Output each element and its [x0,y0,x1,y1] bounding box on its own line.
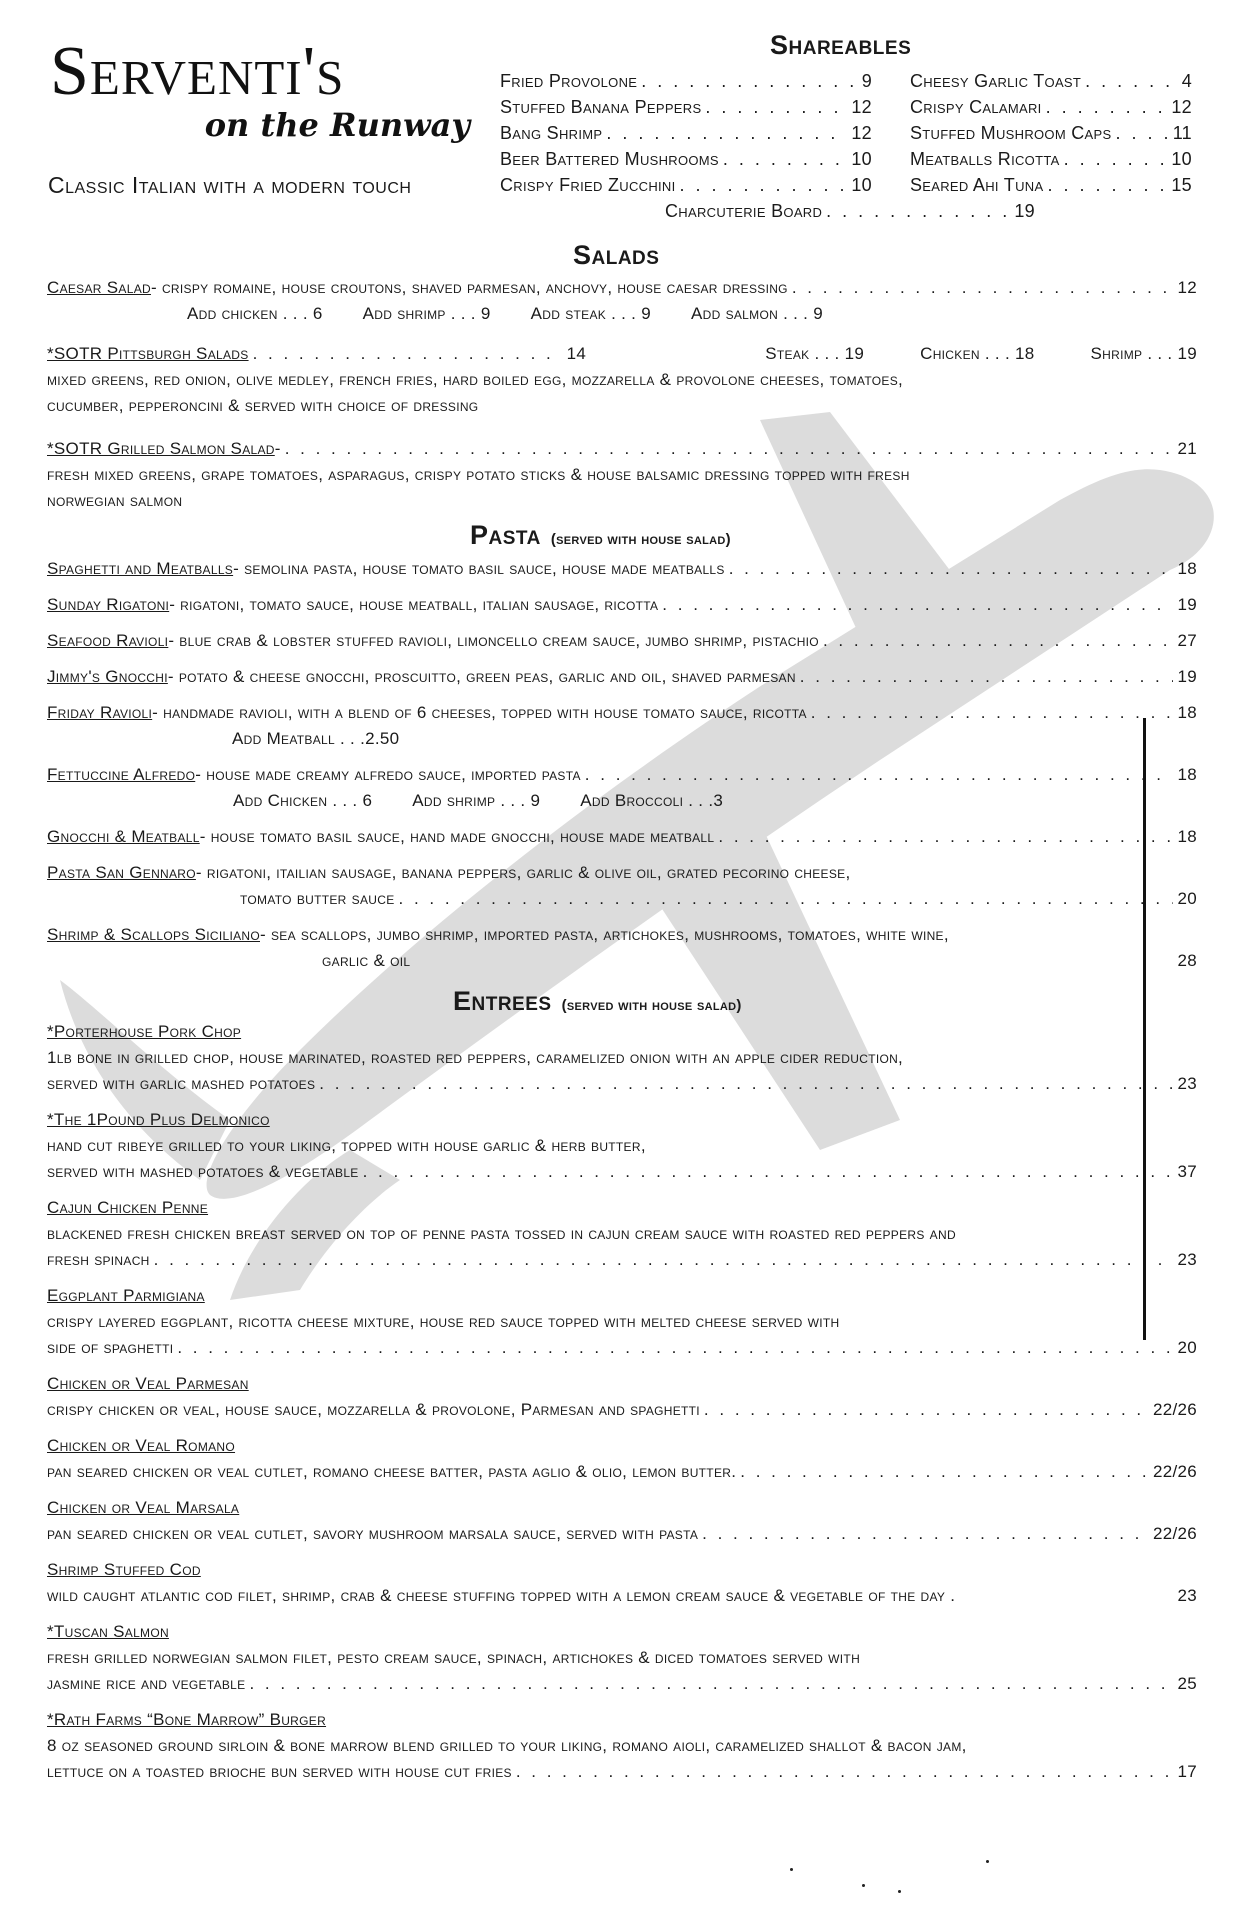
menu-item-pittsburgh-salad [47,341,1197,419]
shareables-center [665,198,1035,224]
shareable-item: Meatballs Ricotta . . . 10 [910,146,1192,172]
logo [50,33,480,144]
item-option: Shrimp . . . 19 [1090,344,1197,363]
shareables-right-column [910,68,1192,198]
item-price: 12 [1177,278,1197,297]
menu-item-entree: Chicken or Veal Marsala pan seared chicken or veal cutlet, savory mushroom marsala sauce, served with pasta . . . 22/26 [47,1495,1197,1547]
menu-item-pasta: Friday Ravioli - handmade ravioli, with a blend of 6 cheeses, topped with house tomato sauce, ricotta . . . 18 Add Meatball . . .2.50 [47,700,1197,752]
shareable-item: Bang Shrimp . . . 12 [500,120,872,146]
item-name: *SOTR Grilled Salmon Salad [47,439,275,458]
menu-item-salmon-salad: *SOTR Grilled Salmon Salad - . . . 21 fresh mixed greens, grape tomatoes, asparagus, crispy potato sticks & house balsamic dressing topped with fresh norwegian salmon [47,436,1197,514]
menu-item-fettuccine-alfredo: Fettuccine Alfredo - house made creamy alfredo sauce, imported pasta . . . 18 Add Chicken . . . 6 Add shrimp . . . 9 Add Broccoli . . .3 [47,762,1197,814]
item-desc: mixed greens, red onion, olive medley, french fries, hard boiled egg, mozzarella & provolone cheeses, tomatoes, [47,370,904,389]
item-desc: norwegian salmon [47,491,183,510]
menu-item-pasta: Jimmy's Gnocchi - potato & cheese gnocchi, proscuitto, green peas, garlic and oil, shaved parmesan . . . 19 [47,664,1197,690]
shareable-item: Stuffed Banana Peppers . . . 12 [500,94,872,120]
salads-title: Salads [573,240,660,270]
vertical-rule [1143,718,1146,1340]
item-option: Steak . . . 19 [765,344,865,363]
item-price: 14 [566,344,587,363]
shareable-item: Stuffed Mushroom Caps . . . 11 [910,120,1192,146]
pasta-title: Pasta (served with house salad) [470,520,731,550]
menu-item-entree: *Porterhouse Pork Chop 1lb bone in grilled chop, house marinated, roasted red peppers, caramelized onion with an apple cider reduction, served with garlic mashed potatoes . . . 23 [47,1019,1197,1097]
menu-item-pasta-san-gennaro: Pasta San Gennaro - rigatoni, itailian sausage, banana peppers, garlic & olive oil, grated pecorino cheese, tomato butter sauce . . . 20 [47,860,1197,912]
menu-item-pasta: Spaghetti and Meatballs - semolina pasta, house tomato basil sauce, house made meatballs . . . 18 [47,556,1197,582]
entrees-note: (served with house salad) [561,997,742,1014]
menu-item-entree: Chicken or Veal Parmesan crispy chicken or veal, house sauce, mozzarella & provolone, Parmesan and spaghetti . . . 22/26 [47,1371,1197,1423]
shareable-item: Crispy Fried Zucchini . . . 10 [500,172,872,198]
shareable-item: Seared Ahi Tuna . . . 15 [910,172,1192,198]
shareable-item: Beer Battered Mushrooms . . . 10 [500,146,872,172]
item-desc: - crispy romaine, house croutons, shaved parmesan, anchovy, house caesar dressing [150,278,788,297]
menu-item-entree: *Tuscan Salmon fresh grilled norwegian salmon filet, pesto cream sauce, spinach, artichokes & diced tomatoes served with jasmine rice and vegetable . . . 25 [47,1619,1197,1697]
item-addons: Add chicken . . . 6 Add shrimp . . . 9 Add steak . . . 9 Add salmon . . . 9 [187,304,823,323]
item-option: Chicken . . . 18 [920,344,1035,363]
item-name: *SOTR Pittsburgh Salads [47,344,249,363]
menu-item-entree: *Rath Farms “Bone Marrow” Burger 8 oz seasoned ground sirloin & bone marrow blend grilled to your liking, romano aioli, caramelized shallot & bacon jam, lettuce on a toasted brioche bun served with house cut fries . . . 17 [47,1707,1197,1785]
item-desc: cucumber, pepperoncini & served with choice of dressing [47,396,479,415]
menu-item-shrimp-scallops: Shrimp & Scallops Siciliano - sea scallops, jumbo shrimp, imported pasta, artichokes, mushrooms, tomatoes, white wine, garlic & oil 28 [47,925,1197,970]
menu-item-entree: Shrimp Stuffed Cod wild caught atlantic cod filet, shrimp, crab & cheese stuffing topped with a lemon cream sauce & vegetable of the day . 23 [47,1560,1197,1605]
shareables-title: Shareables [770,30,912,60]
item-price: 21 [1177,439,1197,458]
pasta-note: (served with house salad) [550,531,731,548]
menu-item-pasta: Sunday Rigatoni - rigatoni, tomato sauce, house meatball, italian sausage, ricotta . . . 19 [47,592,1197,618]
menu-item-gnocchi-meatball: Gnocchi & Meatball - house tomato basil sauce, hand made gnocchi, house made meatball . . . 18 [47,824,1197,850]
menu-item-caesar-salad [47,275,1197,327]
logo-name: Serventi's [50,33,345,110]
item-name: Caesar Salad [47,278,151,297]
shareable-item: Crispy Calamari . . . 12 [910,94,1192,120]
tagline: Classic Italian with a modern touch [48,172,412,198]
shareable-item: Charcuterie Board . . . 19 [665,198,1035,224]
menu-item-pasta: Seafood Ravioli - blue crab & lobster stuffed ravioli, limoncello cream sauce, jumbo shrimp, pistachio . . . 27 [47,628,1197,654]
menu-item-entree: Chicken or Veal Romano pan seared chicken or veal cutlet, romano cheese batter, pasta aglio & olio, lemon butter. . . . 22/26 [47,1433,1197,1485]
shareable-item: Cheesy Garlic Toast . . . 4 [910,68,1192,94]
logo-subtitle: on the Runway [204,106,470,144]
shareables-left-column [500,68,872,198]
menu-item-entree: Eggplant Parmigiana crispy layered eggplant, ricotta cheese mixture, house red sauce topped with melted cheese served with side of spaghetti . . . 20 [47,1283,1197,1361]
menu-item-entree: *The 1Pound Plus Delmonico hand cut ribeye grilled to your liking, topped with house garlic & herb butter, served with mashed potatoes & vegetable . . . 37 [47,1107,1197,1185]
entrees-title: Entrees (served with house salad) [453,986,742,1016]
item-addons: Add Chicken . . . 6 Add shrimp . . . 9 Add Broccoli . . .3 [233,791,724,810]
item-desc: fresh mixed greens, grape tomatoes, asparagus, crispy potato sticks & house balsamic dressing topped with fresh [47,465,910,484]
item-addons: Add Meatball . . .2.50 [232,729,400,748]
menu-item-entree: Cajun Chicken Penne blackened fresh chicken breast served on top of penne pasta tossed in cajun cream sauce with roasted red peppers and fresh spinach . . . 23 [47,1195,1197,1273]
shareable-item: Fried Provolone . . . 9 [500,68,872,94]
